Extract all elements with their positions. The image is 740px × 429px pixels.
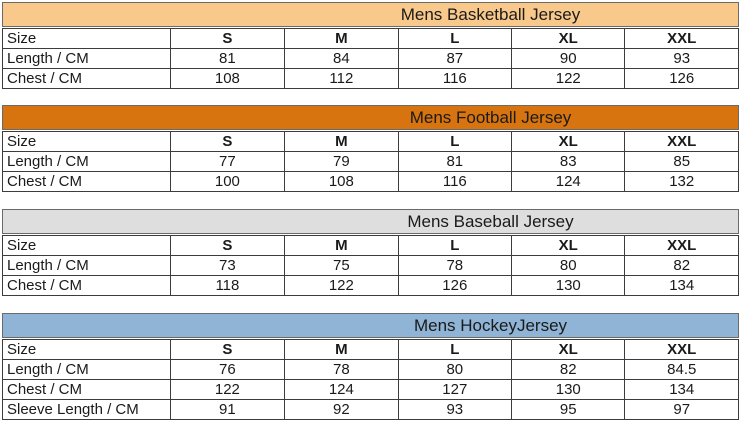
value-cell: 124 [512,172,625,192]
row-label: Chest / CM [3,380,171,400]
value-cell: 92 [285,400,398,420]
value-cell: 82 [512,360,625,380]
size-cell: M [285,340,398,360]
row-label: Size [3,132,171,152]
chart-title: Mens Basketball Jersey [400,5,581,24]
value-cell: 112 [285,69,398,89]
size-cell: S [170,340,284,360]
row-label: Chest / CM [3,172,171,192]
size-cell: XXL [625,236,739,256]
table-row [3,29,739,49]
size-cell: XL [512,29,625,49]
value-cell: 80 [512,256,625,276]
size-cell: L [398,236,511,256]
value-cell: 122 [170,380,284,400]
value-cell: 108 [170,69,284,89]
chart-title: Mens HockeyJersey [413,316,568,335]
size-table [2,235,739,296]
value-cell: 83 [512,152,625,172]
table-row [3,132,739,152]
chart-title: Mens Football Jersey [409,108,572,127]
value-cell: 79 [285,152,398,172]
chart-title: Mens Baseball Jersey [407,212,574,231]
value-cell: 118 [170,276,284,296]
row-label: Length / CM [3,360,171,380]
value-cell: 116 [398,69,511,89]
size-cell: S [170,236,284,256]
row-label: Chest / CM [3,69,171,89]
value-cell: 90 [512,49,625,69]
row-label: Length / CM [3,49,171,69]
size-cell: XL [512,340,625,360]
size-cell: L [398,132,511,152]
value-cell: 126 [625,69,739,89]
size-cell: XL [512,236,625,256]
value-cell: 84.5 [625,360,739,380]
value-cell: 77 [170,152,284,172]
table-row [3,236,739,256]
size-cell: L [398,340,511,360]
row-label: Size [3,236,171,256]
row-label: Chest / CM [3,276,171,296]
size-cell: XXL [625,340,739,360]
size-cell: M [285,29,398,49]
size-cell: M [285,132,398,152]
value-cell: 93 [398,400,511,420]
table-row [3,276,739,296]
size-cell: XXL [625,132,739,152]
value-cell: 100 [170,172,284,192]
row-label: Size [3,29,171,49]
value-cell: 130 [512,380,625,400]
value-cell: 122 [512,69,625,89]
row-label: Length / CM [3,152,171,172]
value-cell: 126 [398,276,511,296]
size-table [2,28,739,89]
value-cell: 81 [170,49,284,69]
row-label: Length / CM [3,256,171,276]
value-cell: 122 [285,276,398,296]
value-cell: 124 [285,380,398,400]
value-cell: 78 [398,256,511,276]
value-cell: 78 [285,360,398,380]
value-cell: 84 [285,49,398,69]
size-cell: XXL [625,29,739,49]
value-cell: 134 [625,380,739,400]
table-row [3,400,739,420]
value-cell: 97 [625,400,739,420]
table-row [3,152,739,172]
value-cell: 93 [625,49,739,69]
row-label: Sleeve Length / CM [3,400,171,420]
row-label: Size [3,340,171,360]
value-cell: 116 [398,172,511,192]
table-row [3,256,739,276]
size-table [2,131,739,192]
size-cell: L [398,29,511,49]
size-cell: S [170,29,284,49]
table-row [3,49,739,69]
value-cell: 91 [170,400,284,420]
table-row [3,380,739,400]
chart-banner [2,105,739,130]
value-cell: 73 [170,256,284,276]
table-row [3,172,739,192]
size-table [2,339,739,420]
value-cell: 82 [625,256,739,276]
value-cell: 127 [398,380,511,400]
value-cell: 108 [285,172,398,192]
size-cell: M [285,236,398,256]
size-cell: XL [512,132,625,152]
value-cell: 87 [398,49,511,69]
value-cell: 80 [398,360,511,380]
table-row [3,340,739,360]
chart-banner [2,2,739,27]
value-cell: 76 [170,360,284,380]
table-row [3,69,739,89]
chart-banner [2,209,739,234]
value-cell: 75 [285,256,398,276]
value-cell: 85 [625,152,739,172]
value-cell: 130 [512,276,625,296]
size-cell: S [170,132,284,152]
value-cell: 95 [512,400,625,420]
table-row [3,360,739,380]
value-cell: 81 [398,152,511,172]
value-cell: 134 [625,276,739,296]
chart-banner [2,313,739,338]
value-cell: 132 [625,172,739,192]
